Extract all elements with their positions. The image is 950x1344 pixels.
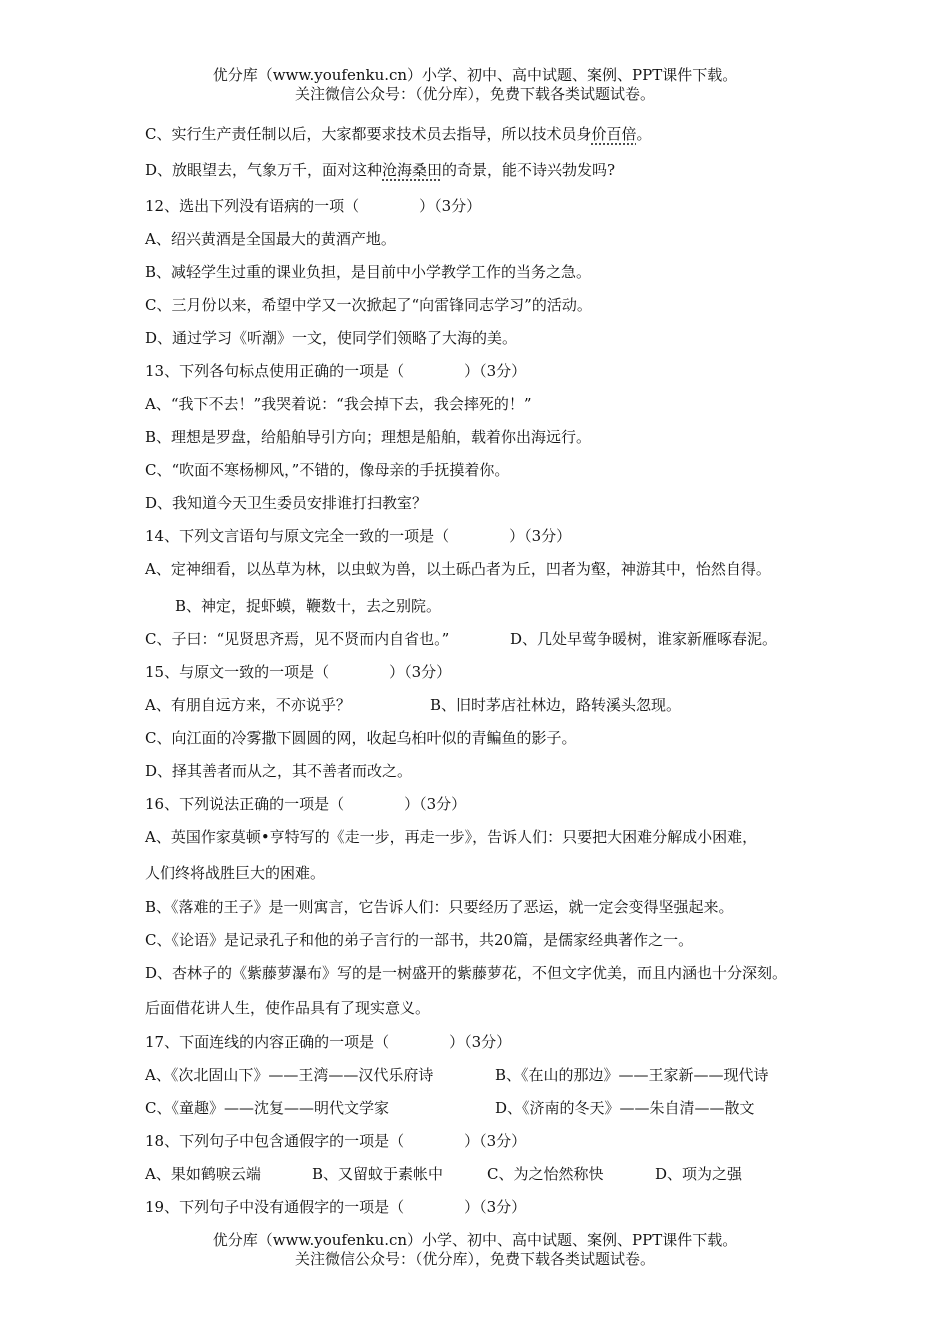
q12-option-c: C、三月份以来，希望中学又一次掀起了“向雷锋同志学习”的活动。 <box>145 296 592 314</box>
q18-option-a: A、果如鹤唳云端 <box>145 1165 261 1183</box>
q11-option-d-end: 的奇景，能不诗兴勃发吗? <box>442 161 616 179</box>
q11-option-c-text: C、实行生产责任制以后，大家都要求技术员去指导，所以技术员身 <box>145 125 592 143</box>
q11-option-c <box>145 124 652 144</box>
q15-option-a: A、有朋自远方来，不亦说乎？ <box>145 696 351 714</box>
q15-option-c: C、向江面的冷雾撒下圆圆的网，收起乌桕叶似的青鳊鱼的影子。 <box>145 729 577 747</box>
q18-stem: 18、下列句子中包含通假字的一项是（ ）（3分） <box>145 1132 527 1150</box>
q13-option-b: B、理想是罗盘，给船舶导引方向；理想是船舶，载着你出海远行。 <box>145 428 592 446</box>
q17-option-d: D、《济南的冬天》——朱自清——散文 <box>495 1099 755 1117</box>
q11-option-d-dotted: 沧海桑田 <box>382 161 443 179</box>
q12-option-b: B、减轻学生过重的课业负担，是目前中小学教学工作的当务之急。 <box>145 263 592 281</box>
q19-stem: 19、下列句子中没有通假字的一项是（ ）（3分） <box>145 1198 527 1216</box>
header-line-2: 关注微信公众号：（优分库），免费下载各类试题试卷。 <box>294 85 655 103</box>
q13-stem: 13、下列各句标点使用正确的一项是（ ）（3分） <box>145 362 527 380</box>
q15-option-b: B、旧时茅店社林边，路转溪头忽现。 <box>430 696 682 714</box>
q15-stem: 15、与原文一致的一项是（ ）（3分） <box>145 663 452 681</box>
q16-option-c: C、《论语》是记录孔子和他的弟子言行的一部书，共20篇，是儒家经典著作之一。 <box>145 931 694 949</box>
q14-option-b: B、神定，捉虾蟆，鞭数十，去之别院。 <box>175 597 442 615</box>
q13-option-d: D、我知道今天卫生委员安排谁打扫教室？ <box>145 494 428 512</box>
q14-option-c: C、子曰：“见贤思齐焉，见不贤而内自省也。” <box>145 630 450 648</box>
q14-option-d: D、几处早莺争暖树，谁家新雁啄春泥。 <box>510 630 778 648</box>
q12-option-a: A、绍兴黄酒是全国最大的黄酒产地。 <box>145 230 396 248</box>
q18-option-b: B、又留蚊于素帐中 <box>312 1165 444 1183</box>
q11-option-c-dotted: 价百倍 <box>591 125 637 143</box>
q13-option-a: A、“我下不去！”我哭着说：“我会掉下去，我会摔死的！” <box>145 395 532 413</box>
q16-option-d-line2: 后面借花讲人生，使作品具有了现实意义。 <box>145 999 431 1017</box>
footer-line-1: 优分库（www.youfenku.cn）小学、初中、高中试题、案例、PPT课件下载。 <box>212 1231 738 1249</box>
q13-option-c: C、“吹面不寒杨柳风，”不错的，像母亲的手抚摸着你。 <box>145 461 510 479</box>
q12-stem: 12、选出下列没有语病的一项（ ）（3分） <box>145 197 482 215</box>
q11-option-d-text: D、放眼望去，气象万千，面对这种 <box>145 161 383 179</box>
header-line-1: 优分库（www.youfenku.cn）小学、初中、高中试题、案例、PPT课件下载。 <box>212 66 738 84</box>
q16-stem: 16、下列说法正确的一项是（ ）（3分） <box>145 795 467 813</box>
q12-option-d: D、通过学习《听潮》一文，使同学们领略了大海的美。 <box>145 329 518 347</box>
q17-option-b: B、《在山的那边》——王家新——现代诗 <box>495 1066 769 1084</box>
page-footer <box>0 1231 950 1269</box>
q17-option-a: A、《次北固山下》——王湾——汉代乐府诗 <box>145 1066 434 1084</box>
q18-option-d: D、项为之强 <box>655 1165 743 1183</box>
q17-stem: 17、下面连线的内容正确的一项是（ ）（3分） <box>145 1033 512 1051</box>
q15-option-d: D、择其善者而从之，其不善者而改之。 <box>145 762 413 780</box>
q16-option-a-line1: A、英国作家莫顿•亨特写的《走一步，再走一步》，告诉人们：只要把大困难分解成小困难， <box>145 828 758 846</box>
q11-option-c-end: 。 <box>636 125 652 143</box>
q14-stem: 14、下列文言语句与原文完全一致的一项是（ ）（3分） <box>145 527 572 545</box>
q16-option-a-line2: 人们终将战胜巨大的困难。 <box>145 864 326 882</box>
q16-option-b: B、《落难的王子》是一则寓言，它告诉人们：只要经历了恶运，就一定会变得坚强起来。 <box>145 898 734 916</box>
q16-option-d-line1: D、杏林子的《紫藤萝瀑布》写的是一树盛开的紫藤萝花，不但文字优美，而且内涵也十分深刻。 <box>145 964 788 982</box>
q11-option-d <box>145 160 615 180</box>
page-header <box>0 66 950 104</box>
q17-option-c: C、《童趣》——沈复——明代文学家 <box>145 1099 389 1117</box>
q18-option-c: C、为之怡然称快 <box>487 1165 604 1183</box>
q14-option-a: A、定神细看，以丛草为林，以虫蚁为兽，以土砾凸者为丘，凹者为壑，神游其中，怡然自得。 <box>145 560 771 578</box>
footer-line-2: 关注微信公众号：（优分库），免费下载各类试题试卷。 <box>294 1250 655 1268</box>
